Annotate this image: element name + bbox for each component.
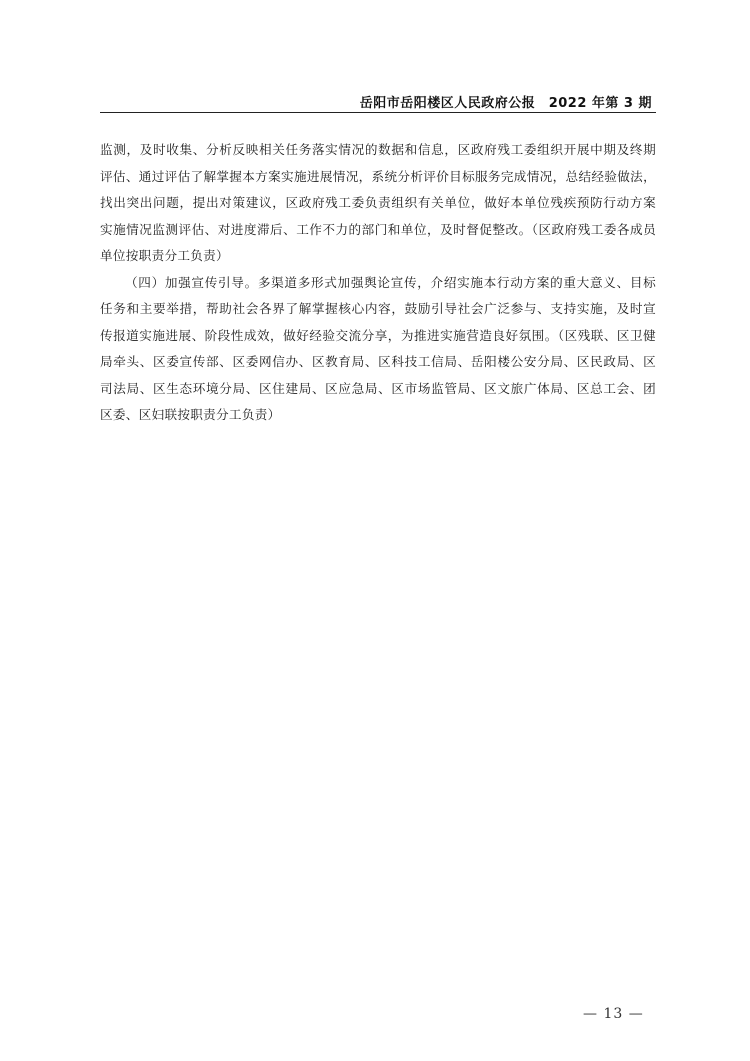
text-line: 监测，及时收集、分析反映相关任务落实情况的数据和信息，区政府残工委组织开展中期及终期 [100,142,656,157]
text-line: 传报道实施进展、阶段性成效，做好经验交流分享，为推进实施营造良好氛围。（区残联、区卫健 [100,327,656,343]
paragraph-publicity [100,270,656,429]
text-line: 司法局、区生态环境分局、区住建局、区应急局、区市场监管局、区文旅广体局、区总工会、团 [100,380,656,396]
page-number: — 13 — [583,1006,644,1022]
text-line: 局牵头、区委宣传部、区委网信办、区教育局、区科技工信局、岳阳楼公安分局、区民政局、区 [100,354,656,369]
text-line: （四）加强宣传引导。多渠道多形式加强舆论宣传，介绍实施本行动方案的重大意义、目标 [125,274,656,290]
text-line: 找出突出问题，提出对策建议，区政府残工委负责组织有关单位，做好本单位残疾预防行动方案 [100,195,656,210]
paragraph-monitoring [100,137,656,270]
text-line: 任务和主要举措，帮助社会各界了解掌握核心内容，鼓励引导社会广泛参与、支持实施，及时宣 [100,301,656,316]
text-line: 评估、通过评估了解掌握本方案实施进展情况，系统分析评价目标服务完成情况，总结经验做法， [100,168,656,184]
text-line: 区委、区妇联按职责分工负责） [100,407,281,422]
text-line: 单位按职责分工负责） [100,248,229,263]
header-title: 岳阳市岳阳楼区人民政府公报 2022 年第 3 期 [359,96,652,111]
text-line: 实施情况监测评估、对进度滞后、工作不力的部门和单位，及时督促整改。（区政府残工委各成员 [100,221,656,237]
document-body [100,137,656,429]
page-header [100,90,656,113]
